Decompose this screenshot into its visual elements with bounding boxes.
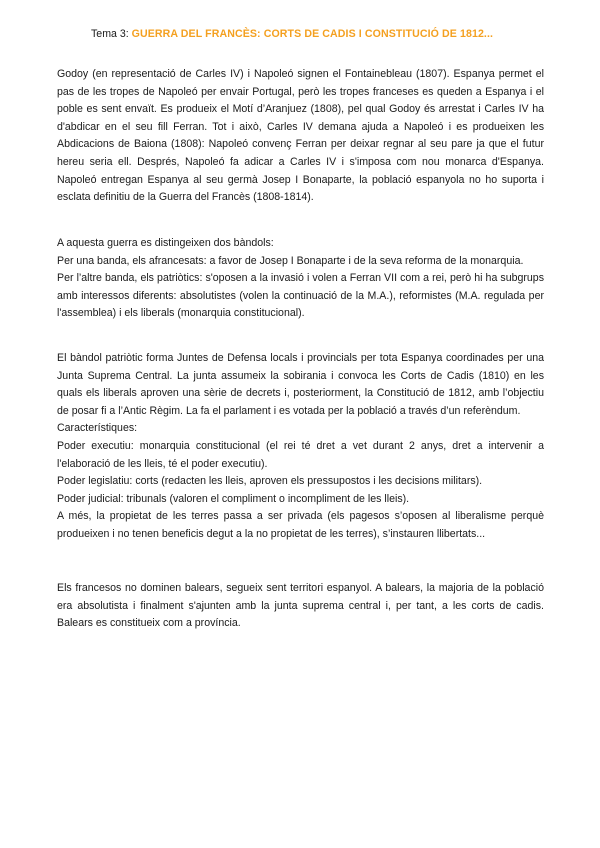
factions-afrancesats: Per una banda, els afrancesats: a favor de Josep I Bonaparte i de la seva reforma de la monarquia. (57, 254, 524, 267)
factions-patriotics: Per l’altre banda, els patriòtics: s'oposen a la invasió i volen a Ferran VII com a rei, però hi ha subgrups amb interessos diferents: absolutistes (volen la continuació de la M.A.), reformistes (M.A. regulada per l'assemblea) i els liberals (monarquia constitucional). (57, 272, 544, 320)
section-corts-de-cadis (57, 350, 544, 544)
paragraph-juntes: El bàndol patriòtic forma Juntes de Defensa locals i provincials per tota Espanya coordinades per una Junta Suprema Central. La junta assumeix la sobirania i convoca les Corts de Cadis (1810) en les quals els liberals aproven una sèrie de decrets i, posteriorment, la Constitució de 1812, amb l’objectiu de posar fi a l’Antic Règim. La fa el parlament i es votada per la població a través d’un referèndum. (57, 352, 544, 417)
power-executive: Poder executiu: monarquia constitucional (el rei té dret a vet durant 2 anys, dret a intervenir a l'elaboració de les lleis, té el poder executiu). (57, 439, 544, 470)
section-factions (57, 235, 544, 323)
heading-topic: GUERRA DEL FRANCÈS: CORTS DE CADIS I CONSTITUCIÓ DE 1812... (131, 28, 494, 40)
power-judicial: Poder judicial: tribunals (valoren el compliment o incompliment de les lleis). (57, 492, 410, 505)
heading-label: Tema 3: (91, 28, 129, 40)
paragraph-fontainebleau: Godoy (en representació de Carles IV) i Napoleó signen el Fontainebleau (1807). Espanya permet el pas de les tropes de Napoleó per envair Portugal, però les tropes franceses es queden a Espanya i el poble es sent envaït. Es produeix el Motí d’Aranjuez (1808), pel qual Godoy és arrestat i Carles IV ha d'abdicar en el seu fill Ferran. Tot i això, Carles IV demana ajuda a Napoleó i es produeixen les Abdicacions de Baiona (1808): Napoleó convenç Ferran per deixar regnar al seu pare ja que el futur hereu seria ell. Després, Napoleó fa adicar a Carles IV i s'imposa com nou monarca d'Espanya. Napoleó entregan Espanya al seu germà Josep I Bonaparte, la població espanyola no ho suporta i esclata definitiu de la Guerra del Francès (1808-1814). (57, 68, 544, 204)
paragraph-balears: Els francesos no dominen balears, segueix sent territori espanyol. A balears, la majoria de la població era absolutista i finalment s'ajunten amb la junta suprema central i, per tant, a les corts de cadis. Balears es constitueix com a província. (57, 582, 544, 630)
section-balears (57, 580, 544, 633)
power-legislative: Poder legislatiu: corts (redacten les lleis, aproven els pressupostos i les decisions militars). (57, 475, 483, 488)
paragraph-property: A més, la propietat de les terres passa a ser privada (els pagesos s’oposen al liberalisme perquè produeixen i no tenen beneficis degut a la no propietat de les terres), s’instauren llibertats... (57, 510, 544, 540)
characteristics-label: Característiques: (57, 422, 138, 435)
factions-intro: A aquesta guerra es distingeixen dos bàndols: (57, 237, 274, 249)
section-fontainebleau (57, 66, 544, 207)
page-heading (91, 28, 493, 41)
